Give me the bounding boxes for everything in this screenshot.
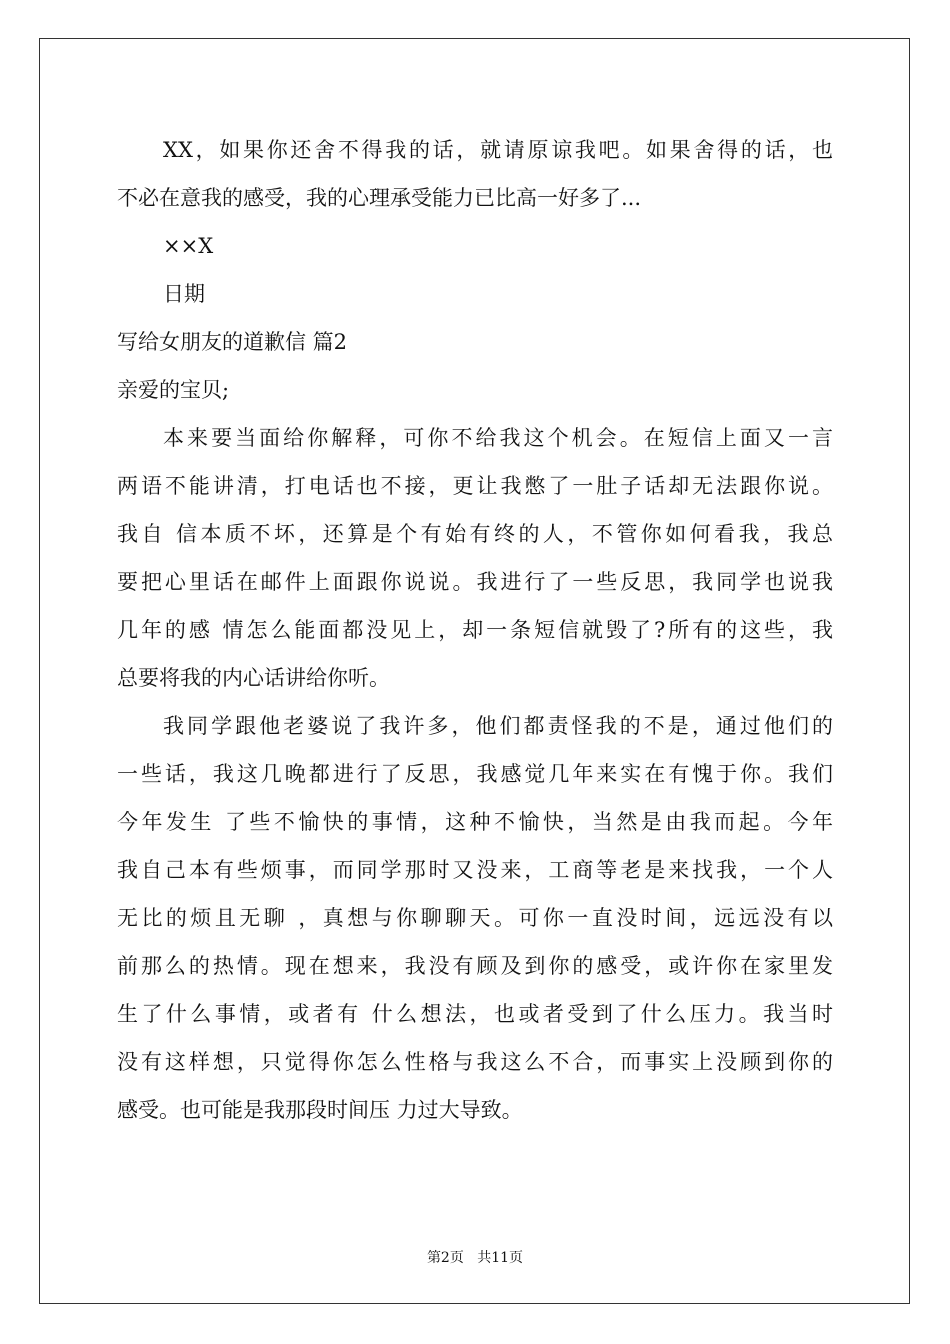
page-number: 第2页 [426,1250,464,1266]
document-body [117,126,833,1134]
text-line-19: 生了什么事情，或者有 什么想法，也或者受到了什么压力。我当时 [117,1002,833,1026]
text-line-1: XX，如果你还舍不得我的话，就请原谅我吧。如果舍得的话，也 [163,138,833,162]
text-line-13: 我同学跟他老婆说了我许多，他们都责怪我的不是，通过他们的 [163,714,833,738]
signature-date: 日期 [163,282,205,306]
text-line-17: 无比的烦且无聊 ，真想与你聊聊天。可你一直没时间，远远没有以 [117,906,833,930]
text-line-12: 总要将我的内心话讲给你听。 [117,666,390,690]
text-line-18: 前那么的热情。现在想来，我没有顾及到你的感受，或许你在家里发 [117,954,833,978]
page-footer [0,1247,950,1267]
text-line-14: 一些话，我这几晚都进行了反思，我感觉几年来实在有愧于你。我们 [117,762,833,786]
section-heading: 写给女朋友的道歉信 篇2 [117,330,348,354]
page-total: 共11页 [477,1250,524,1266]
text-line-8: 两语不能讲清，打电话也不接，更让我憋了一肚子话却无法跟你说。 [117,474,833,498]
text-line-10: 要把心里话在邮件上面跟你说说。我进行了一些反思，我同学也说我 [117,570,833,594]
text-line-7: 本来要当面给你解释，可你不给我这个机会。在短信上面又一言 [163,426,833,450]
text-line-20: 没有这样想，只觉得你怎么性格与我这么不合，而事实上没顾到你的 [117,1050,833,1074]
text-line-9: 我自 信本质不坏，还算是个有始有终的人，不管你如何看我，我总 [117,522,833,546]
signature-name: ××X [163,234,214,258]
text-line-16: 我自己本有些烦事，而同学那时又没来，工商等老是来找我，一个人 [117,858,833,882]
text-line-21: 感受。也可能是我那段时间压 力过大导致。 [117,1098,523,1122]
salutation: 亲爱的宝贝; [117,378,230,402]
text-line-11: 几年的感 情怎么能面都没见上，却一条短信就毁了?所有的这些，我 [117,618,833,642]
text-line-2: 不必在意我的感受，我的心理承受能力已比高一好多了... [117,186,642,210]
text-line-15: 今年发生 了些不愉快的事情，这种不愉快，当然是由我而起。今年 [117,810,833,834]
